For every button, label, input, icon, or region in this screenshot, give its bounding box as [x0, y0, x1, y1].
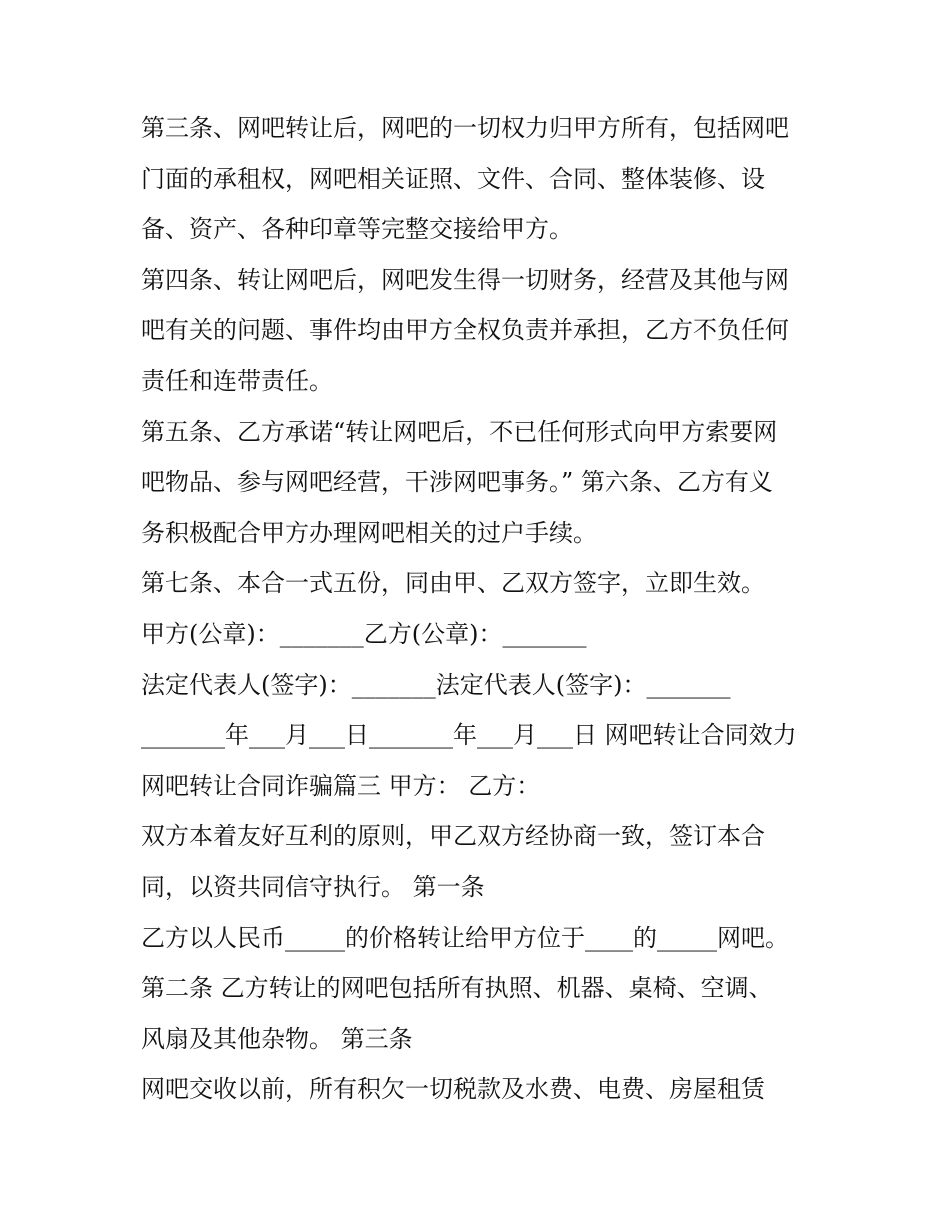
text-line: 责任和连带责任。 [141, 366, 333, 395]
text-line: 备、资产、各种印章等完整交接给甲方。 [141, 215, 573, 244]
signature-line: 甲方(公章)：_______乙方(公章)：_______ [141, 619, 587, 648]
section-heading: 网吧转让合同诈骗篇三 甲方： 乙方： [141, 771, 541, 800]
text-line: 务积极配合甲方办理网吧相关的过户手续。 [141, 518, 597, 547]
text-line: 吧有关的问题、事件均由甲方全权负责并承担，乙方不负任何 [141, 316, 789, 345]
text-line: 双方本着友好互利的原则，甲乙双方经协商一致，签订本合 [141, 822, 765, 851]
text-line: 乙方以人民币_____的价格转让给甲方位于____的_____网吧。 [141, 923, 789, 952]
text-line: 网吧交收以前，所有积欠一切税款及水费、电费、房屋租赁 [141, 1075, 765, 1104]
text-line: 第五条、乙方承诺“转让网吧后，不已任何形式向甲方索要网 [141, 417, 778, 446]
text-line: 吧物品、参与网吧经营，干涉网吧事务。” 第六条、乙方有义 [141, 468, 773, 497]
text-line: 同，以资共同信守执行。 第一条 [141, 872, 485, 901]
document-body [141, 103, 821, 1115]
text-line: 风扇及其他杂物。 第三条 [141, 1024, 413, 1053]
date-line: _______年___月___日_______年___月___日 网吧转让合同效力 [141, 721, 797, 750]
text-line: 门面的承租权，网吧相关证照、文件、合同、整体装修、设 [141, 164, 765, 193]
text-line: 第三条、网吧转让后，网吧的一切权力归甲方所有，包括网吧 [141, 114, 789, 142]
text-line: 第七条、本合一式五份，同由甲、乙双方签字，立即生效。 [141, 569, 765, 598]
text-line: 第四条、转让网吧后，网吧发生得一切财务，经营及其他与网 [141, 265, 789, 294]
signature-line: 法定代表人(签字)：_______法定代表人(签字)：_______ [141, 670, 731, 699]
text-line: 第二条 乙方转让的网吧包括所有执照、机器、桌椅、空调、 [141, 974, 773, 1003]
